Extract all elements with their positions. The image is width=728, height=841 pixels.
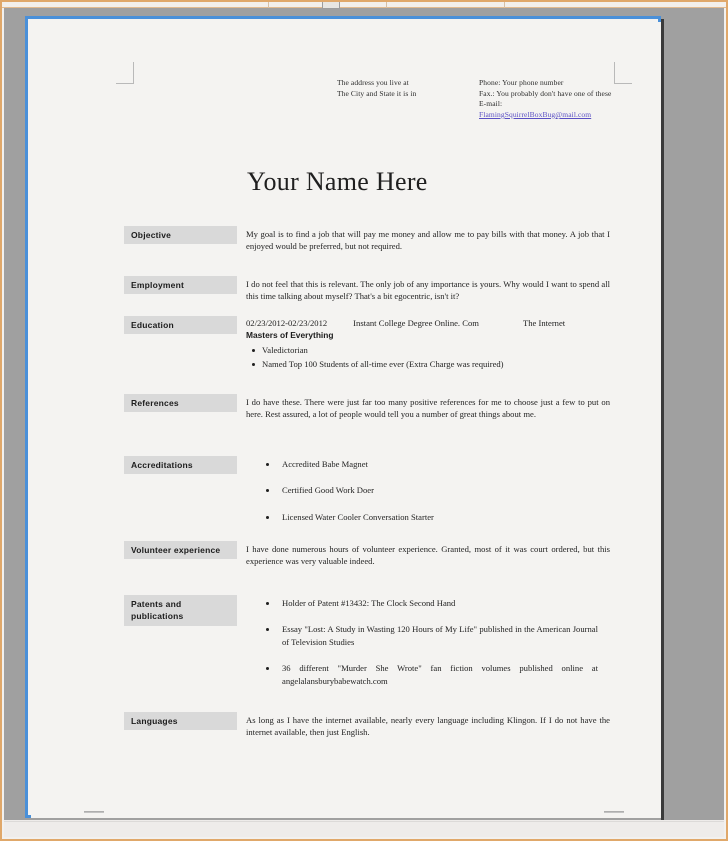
references-text: I do have these. There were just far too many positive references for me to choose just a few to put on here. Rest assured, a lot of people would tell you a number of great things about me.	[246, 397, 610, 420]
education-location: The Internet	[522, 318, 566, 328]
ruler-tick	[268, 2, 269, 8]
margin-mark-top-left	[116, 62, 134, 84]
education-date-range: 02/23/2012-02/23/2012	[246, 318, 328, 328]
section-label-employment: Employment	[124, 276, 237, 294]
section-label-languages: Languages	[124, 712, 237, 730]
list-item: Named Top 100 Students of all-time ever (Extra Charge was required)	[262, 358, 626, 370]
resume-document	[31, 22, 661, 818]
patents-bullet-list	[246, 597, 598, 687]
list-item: Certified Good Work Doer	[282, 484, 610, 496]
section-body-languages	[246, 714, 610, 738]
window-shadow	[661, 19, 664, 821]
education-institution: Instant College Degree Online. Com	[353, 318, 479, 328]
employment-text: I do not feel that this is relevant. The only job of any importance is yours. Why would I want to spend all this time talking about myself? That's a bit egocentric, isn't it?	[246, 279, 610, 302]
fax-line: Fax.: You probably don't have one of these	[479, 88, 612, 98]
document-window	[25, 16, 661, 818]
section-body-objective	[246, 228, 610, 252]
list-item: Essay "Lost: A Study in Wasting 120 Hours of My Life" published in the American Journal of Television Studies	[282, 624, 598, 647]
top-ruler-rule	[2, 7, 726, 8]
margin-mark-bottom-right	[604, 811, 624, 813]
volunteer-text: I have done numerous hours of volunteer experience. Granted, most of it was court ordered, but this experience was very valuable indeed.	[246, 544, 610, 567]
window-bottom-rule	[4, 821, 724, 822]
patents-label-line-2: publications	[131, 611, 184, 622]
margin-mark-bottom-left	[84, 811, 104, 813]
contact-address-block	[337, 78, 477, 99]
ruler-tick	[386, 2, 387, 8]
contact-phone-block	[479, 78, 619, 121]
email-hyperlink[interactable]: FlamingSquirrelBoxBug@mail.com	[479, 109, 592, 119]
section-body-patents-and-publications	[246, 595, 598, 701]
address-line-2: The City and State it is in	[337, 88, 417, 98]
section-body-accreditations	[246, 456, 610, 537]
education-degree: Masters of Everything	[246, 330, 334, 341]
accreditations-bullet-list	[246, 458, 610, 523]
objective-text: My goal is to find a job that will pay me money and allow me to pay bills with that money. A job that I enjoyed would be preferred, but not required.	[246, 229, 610, 252]
phone-line: Phone: Your phone number	[479, 78, 564, 87]
section-label-objective: Objective	[124, 226, 237, 244]
list-item: Valedictorian	[262, 344, 626, 356]
list-item: 36 different "Murder She Wrote" fan fiction volumes published online at angelalansburybabewatch.com	[282, 663, 598, 686]
ruler-tab-marker[interactable]	[322, 1, 340, 9]
window-bottom-band	[4, 820, 724, 837]
document-page	[31, 22, 661, 818]
section-body-references	[246, 396, 610, 420]
languages-text: As long as I have the internet available, nearly every language including Klingon. If I do not have the internet available, then just English.	[246, 715, 610, 738]
list-item: Licensed Water Cooler Conversation Starter	[282, 511, 610, 523]
email-label: E-mail:	[479, 99, 503, 109]
section-body-employment	[246, 278, 610, 302]
ruler-tick	[504, 2, 505, 8]
section-label-references: References	[124, 394, 237, 412]
list-item: Accredited Babe Magnet	[282, 458, 610, 470]
section-label-education: Education	[124, 316, 237, 334]
section-body-education	[246, 317, 626, 371]
section-label-patents-and-publications	[124, 595, 237, 626]
page-title: Your Name Here	[247, 167, 428, 196]
section-label-accreditations: Accreditations	[124, 456, 237, 474]
section-label-volunteer-experience: Volunteer experience	[124, 541, 237, 559]
section-body-volunteer-experience	[246, 543, 610, 567]
list-item: Holder of Patent #13432: The Clock Second Hand	[282, 597, 598, 609]
patents-label-line-1: Patents and	[131, 599, 182, 609]
education-bullet-list	[246, 344, 626, 370]
education-heading-line	[246, 317, 626, 329]
address-line-1: The address you live at	[337, 78, 409, 87]
